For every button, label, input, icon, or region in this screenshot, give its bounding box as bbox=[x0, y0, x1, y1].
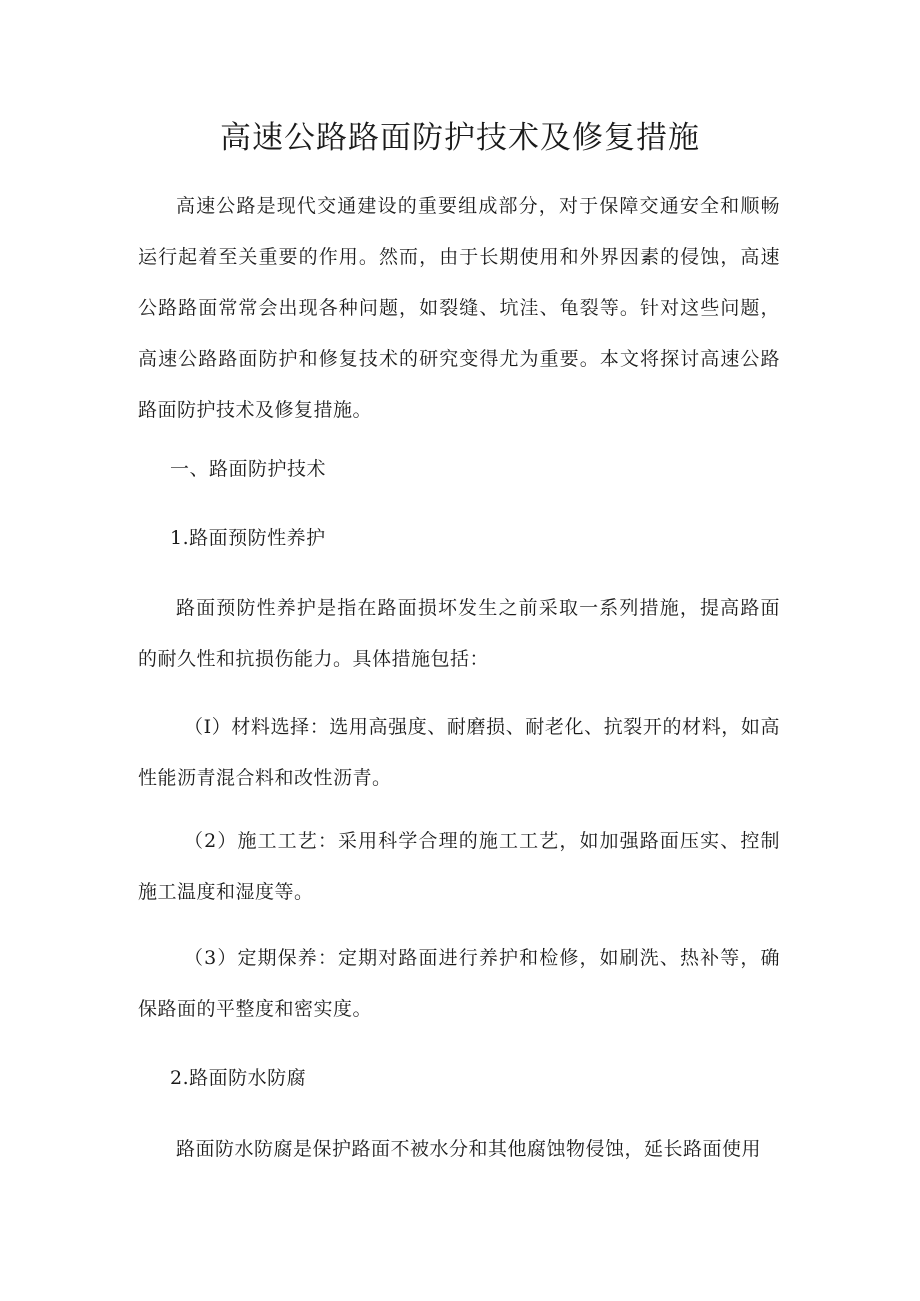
subsection-heading-waterproof-anticorrosion: 2.路面防水防腐 bbox=[170, 1067, 307, 1089]
list-item-material-selection: （I）材料选择：选用高强度、耐磨损、耐老化、抗裂开的材料，如高性能沥青混合料和改性沥青。 bbox=[138, 716, 780, 789]
list-item-regular-maintenance: （3）定期保养：定期对路面进行养护和检修，如刷洗、热补等，确保路面的平整度和密实度。 bbox=[138, 947, 780, 1020]
section-heading-road-protection: 一、路面防护技术 bbox=[170, 458, 327, 480]
preventive-maintenance-paragraph: 路面预防性养护是指在路面损坏发生之前采取一系列措施，提高路面的耐久性和抗损伤能力。具体措施包括： bbox=[138, 597, 780, 670]
waterproof-paragraph: 路面防水防腐是保护路面不被水分和其他腐蚀物侵蚀，延长路面使用 bbox=[176, 1138, 762, 1160]
intro-paragraph: 高速公路是现代交通建设的重要组成部分，对于保障交通安全和顺畅运行起着至关重要的作用。然而，由于长期使用和外界因素的侵蚀，高速公路路面常常会出现各种问题，如裂缝、坑洼、龟裂等。针对这些问题，高速公路路面防护和修复技术的研究变得尤为重要。本文将探讨高速公路路面防护技术及修复措施。 bbox=[138, 195, 780, 421]
list-item-construction-process: （2）施工工艺：采用科学合理的施工工艺，如加强路面压实、控制施工温度和湿度等。 bbox=[138, 830, 780, 903]
subsection-heading-preventive-maintenance: 1.路面预防性养护 bbox=[170, 527, 326, 549]
document-title: 高速公路路面防护技术及修复措施 bbox=[220, 120, 700, 156]
